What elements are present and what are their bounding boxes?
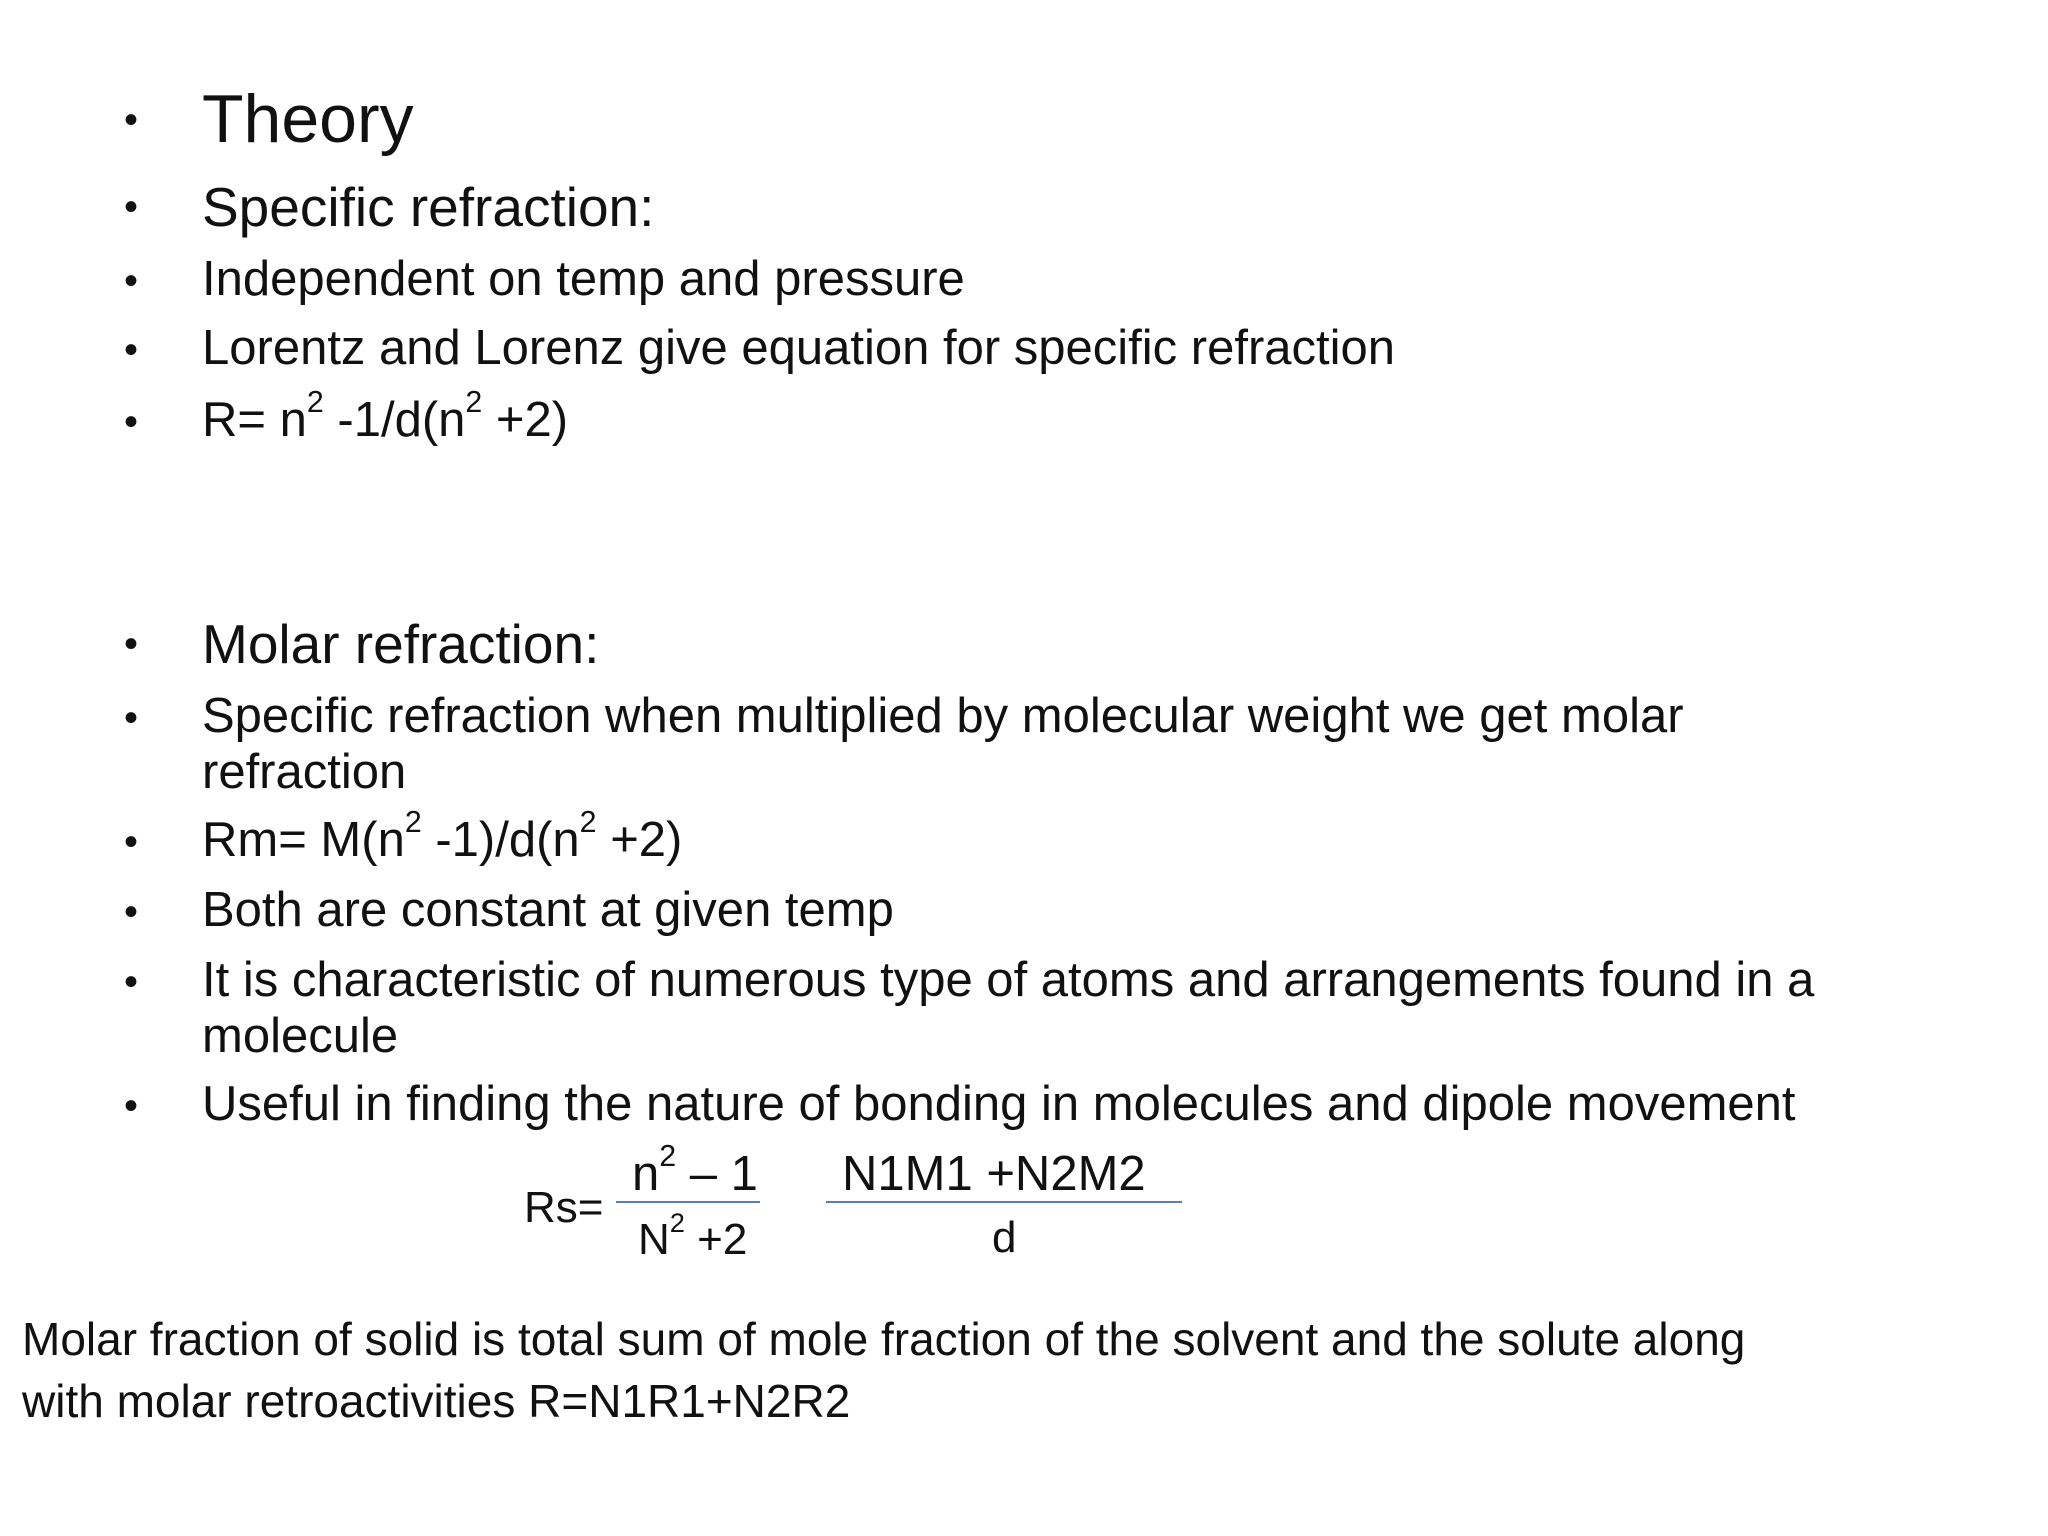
fraction2-numerator: N1M1 +N2M2 (842, 1147, 1146, 1201)
bullet-glyph: • (124, 890, 139, 934)
bullet-glyph: • (124, 98, 139, 142)
bullet-glyph: • (124, 960, 139, 1004)
bullet-text: Independent on temp and pressure (202, 252, 965, 306)
bullet-text-continued: refraction (202, 745, 407, 799)
bullet-glyph: • (124, 185, 139, 229)
bullet-glyph: • (124, 1084, 139, 1128)
rs-label: Rs= (524, 1183, 604, 1232)
bullet-text-continued: molecule (202, 1009, 399, 1063)
bullet-text: Useful in finding the nature of bonding in molecules and dipole movement (202, 1077, 1796, 1131)
fraction1-bar (616, 1201, 760, 1203)
bullet-text: It is characteristic of numerous type of atoms and arrangements found in a (202, 953, 1815, 1007)
formula-rm: $Rm= M(n^2$ $-1)/d(n^2 +2)$ (202, 804, 683, 867)
bullet-glyph: • (124, 400, 139, 444)
section-heading: Specific refraction: (202, 176, 655, 238)
bullet-glyph: • (124, 622, 139, 666)
fraction1-denominator: $N^2 +2$ (638, 1207, 748, 1264)
footer-line-1: Molar fraction of solid is total sum of mole fraction of the solvent and the solute along (22, 1313, 1746, 1365)
bullet-glyph: • (124, 820, 139, 864)
bullet-text: Both are constant at given temp (202, 883, 894, 937)
fraction2-denominator: d (992, 1213, 1017, 1262)
footer-line-2: with molar retroactivities R=N1R1+N2R2 (22, 1375, 851, 1427)
bullet-glyph: • (124, 259, 139, 303)
bullet-text: Lorentz and Lorenz give equation for specific refraction (202, 321, 1396, 375)
bullet-text: Specific refraction when multiplied by molecular weight we get molar (202, 689, 1684, 743)
fraction2-bar (826, 1201, 1182, 1203)
bullet-glyph: • (124, 696, 139, 740)
slide-title: Theory (202, 81, 414, 157)
formula-r: $R= n^2$ $-1/d(n^2 +2)$ (202, 384, 569, 447)
section-heading: Molar refraction: (202, 613, 600, 675)
fraction1-numerator: $n^2 - 1$ (632, 1138, 758, 1201)
bullet-glyph: • (124, 328, 139, 372)
